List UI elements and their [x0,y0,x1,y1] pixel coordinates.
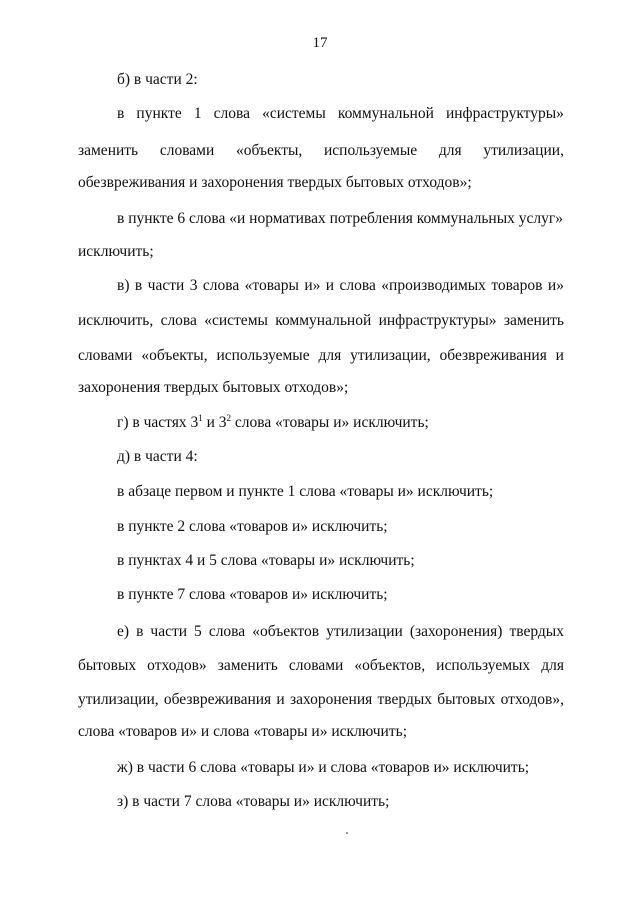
word: коммунальной [337,105,434,122]
word: инфраструктуры» [445,105,564,122]
paragraph-line: з) в части 7 слова «товары и» исключить; [117,793,390,810]
word: в) [117,277,130,294]
word: отходов» [147,657,207,674]
paragraph-line: захоронения твердых бытовых отходов»; [78,379,349,396]
line-text: слова «товары и» исключить; [231,414,429,431]
word: слова [160,312,197,329]
word: части [147,277,185,294]
paragraph-line: в абзаце первом и пункте 1 слова «товары и» исключить; [117,483,494,500]
word: «объектов, [354,657,426,674]
page-number: 17 [312,35,328,51]
word: «системы [204,312,268,329]
superscript: 2 [226,413,232,423]
line-text: и 3 [202,414,227,431]
word: исключить, [78,312,154,329]
word: твердых [509,623,564,640]
word: для [318,347,342,364]
word: используемые [216,347,310,364]
paragraph-line [117,622,564,642]
word: и [276,691,285,708]
word: утилизации [326,623,403,640]
word: словами [78,347,133,364]
word: слова [208,623,246,640]
word: 3 [189,277,198,294]
paragraph-line: обезвреживания и захоронения твердых бытовых отходов»; [78,174,472,191]
word: инфраструктуры» [378,312,497,329]
word: «системы [262,105,326,122]
paragraph-line [78,311,564,331]
word: утилизации, [350,347,431,364]
paragraph-line: исключить; [78,243,154,260]
word: (захоронения) [409,623,503,640]
word: бытовых [78,657,137,674]
word: «объекты, [236,142,303,159]
scan-speck [346,832,348,834]
paragraph-line: б) в части 2: [117,71,198,88]
word: словами [288,657,344,674]
paragraph-line [117,104,564,124]
word: «производимых [381,277,486,294]
paragraph-line: в пункте 6 слова «и нормативах потребления коммунальных услуг» [117,210,563,227]
word: и» [304,277,321,294]
word: слова [339,277,376,294]
line-text: г) в частях 3 [117,414,199,431]
word: заменить [78,142,139,159]
paragraph-line: в пункте 2 слова «товаров и» исключить; [117,518,388,535]
paragraph-line: ж) в части 6 слова «товары и» и слова «товаров и» исключить; [117,759,530,776]
superscript: 1 [198,413,203,423]
word: захоронения [289,691,373,708]
word: обезвреживания [439,347,547,364]
word: 1 [193,105,202,122]
word: слова [213,105,250,122]
paragraph-line [78,141,564,161]
paragraph-line [78,346,564,366]
word: для [438,142,462,159]
word: используемые [324,142,418,159]
word: используемых [436,657,531,674]
word: и» [547,277,564,294]
word: для [541,657,564,674]
word: твердых [377,691,433,708]
word: в [134,277,143,294]
word: «товары [244,277,299,294]
word: заменить [217,657,278,674]
paragraph-line: в пункте 7 слова «товаров и» исключить; [117,586,388,603]
word: «объектов [252,623,320,640]
word: бытовых [437,691,496,708]
paragraph-line: д) в части 4: [117,448,198,465]
paragraph-line [117,276,564,296]
word: товаров [491,277,543,294]
paragraph-line [78,690,564,710]
paragraph-line [78,656,564,676]
word: слова [202,277,240,294]
word: части [150,623,188,640]
word: словами [159,142,215,159]
paragraph-line [117,413,429,433]
word: утилизации, [78,691,159,708]
word: заменить [503,312,564,329]
word: пункте [136,105,182,122]
word: в [117,105,125,122]
word: 5 [194,623,202,640]
paragraph-line: слова «товаров и» и слова «товары и» исключить; [78,723,408,740]
word: в [136,623,144,640]
word: и [555,347,564,364]
word: обезвреживания [163,691,272,708]
word: коммунальной [275,312,372,329]
word: е) [117,623,130,640]
word: отходов», [500,691,564,708]
word: и [325,277,335,294]
word: «объекты, [141,347,208,364]
paragraph-line: в пунктах 4 и 5 слова «товары и» исключить; [117,552,415,569]
word: утилизации, [483,142,564,159]
